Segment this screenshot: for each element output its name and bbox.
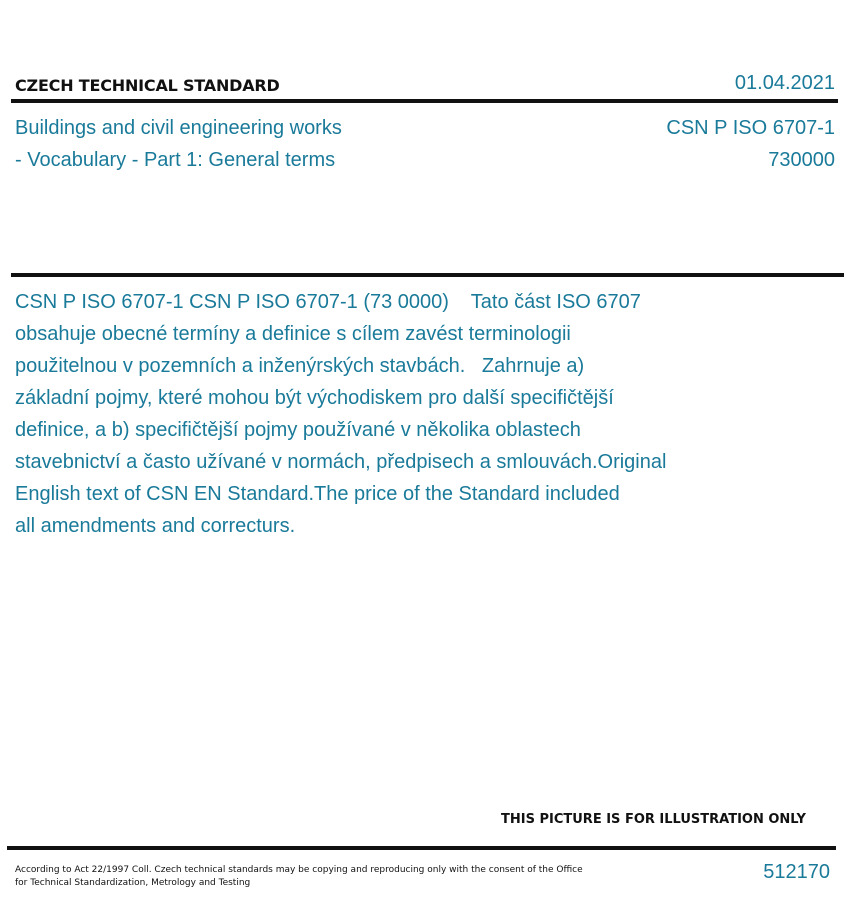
document-type-heading: CZECH TECHNICAL STANDARD bbox=[15, 76, 280, 95]
description-line: základní pojmy, které mohou být východiskem pro další specifičtější bbox=[15, 387, 614, 409]
legal-line: for Technical Standardization, Metrology and Testing bbox=[15, 878, 251, 888]
legal-line: According to Act 22/1997 Coll. Czech technical standards may be copying and reproducing only with the consent of the Office bbox=[15, 865, 583, 875]
description-line: definice, a b) specifičtější pojmy používané v několika oblastech bbox=[15, 419, 581, 441]
classification-number: 730000 bbox=[768, 149, 835, 171]
description-line: obsahuje obecné termíny a definice s cílem zavést terminologii bbox=[15, 323, 571, 345]
bottom-divider bbox=[7, 846, 836, 850]
description-line: CSN P ISO 6707-1 CSN P ISO 6707-1 (73 0000) Tato část ISO 6707 bbox=[15, 291, 641, 313]
illustration-notice: THIS PICTURE IS FOR ILLUSTRATION ONLY bbox=[501, 812, 806, 827]
middle-divider bbox=[11, 273, 844, 277]
description-line: English text of CSN EN Standard.The price of the Standard included bbox=[15, 483, 620, 505]
description-line: použitelnou v pozemních a inženýrských stavbách. Zahrnuje a) bbox=[15, 355, 585, 377]
description-line: stavebnictví a často užívané v normách, předpisech a smlouvách.Original bbox=[15, 451, 667, 473]
standard-description bbox=[15, 286, 745, 542]
standard-title-line-1: Buildings and civil engineering works bbox=[15, 117, 342, 139]
standard-title-line-2: - Vocabulary - Part 1: General terms bbox=[15, 149, 336, 171]
description-line: all amendments and correcturs. bbox=[15, 515, 296, 537]
issue-date: 01.04.2021 bbox=[734, 72, 835, 94]
legal-notice bbox=[15, 864, 583, 890]
top-divider bbox=[11, 99, 838, 103]
catalog-number: 512170 bbox=[763, 861, 830, 883]
standard-code: CSN P ISO 6707-1 bbox=[666, 117, 835, 139]
